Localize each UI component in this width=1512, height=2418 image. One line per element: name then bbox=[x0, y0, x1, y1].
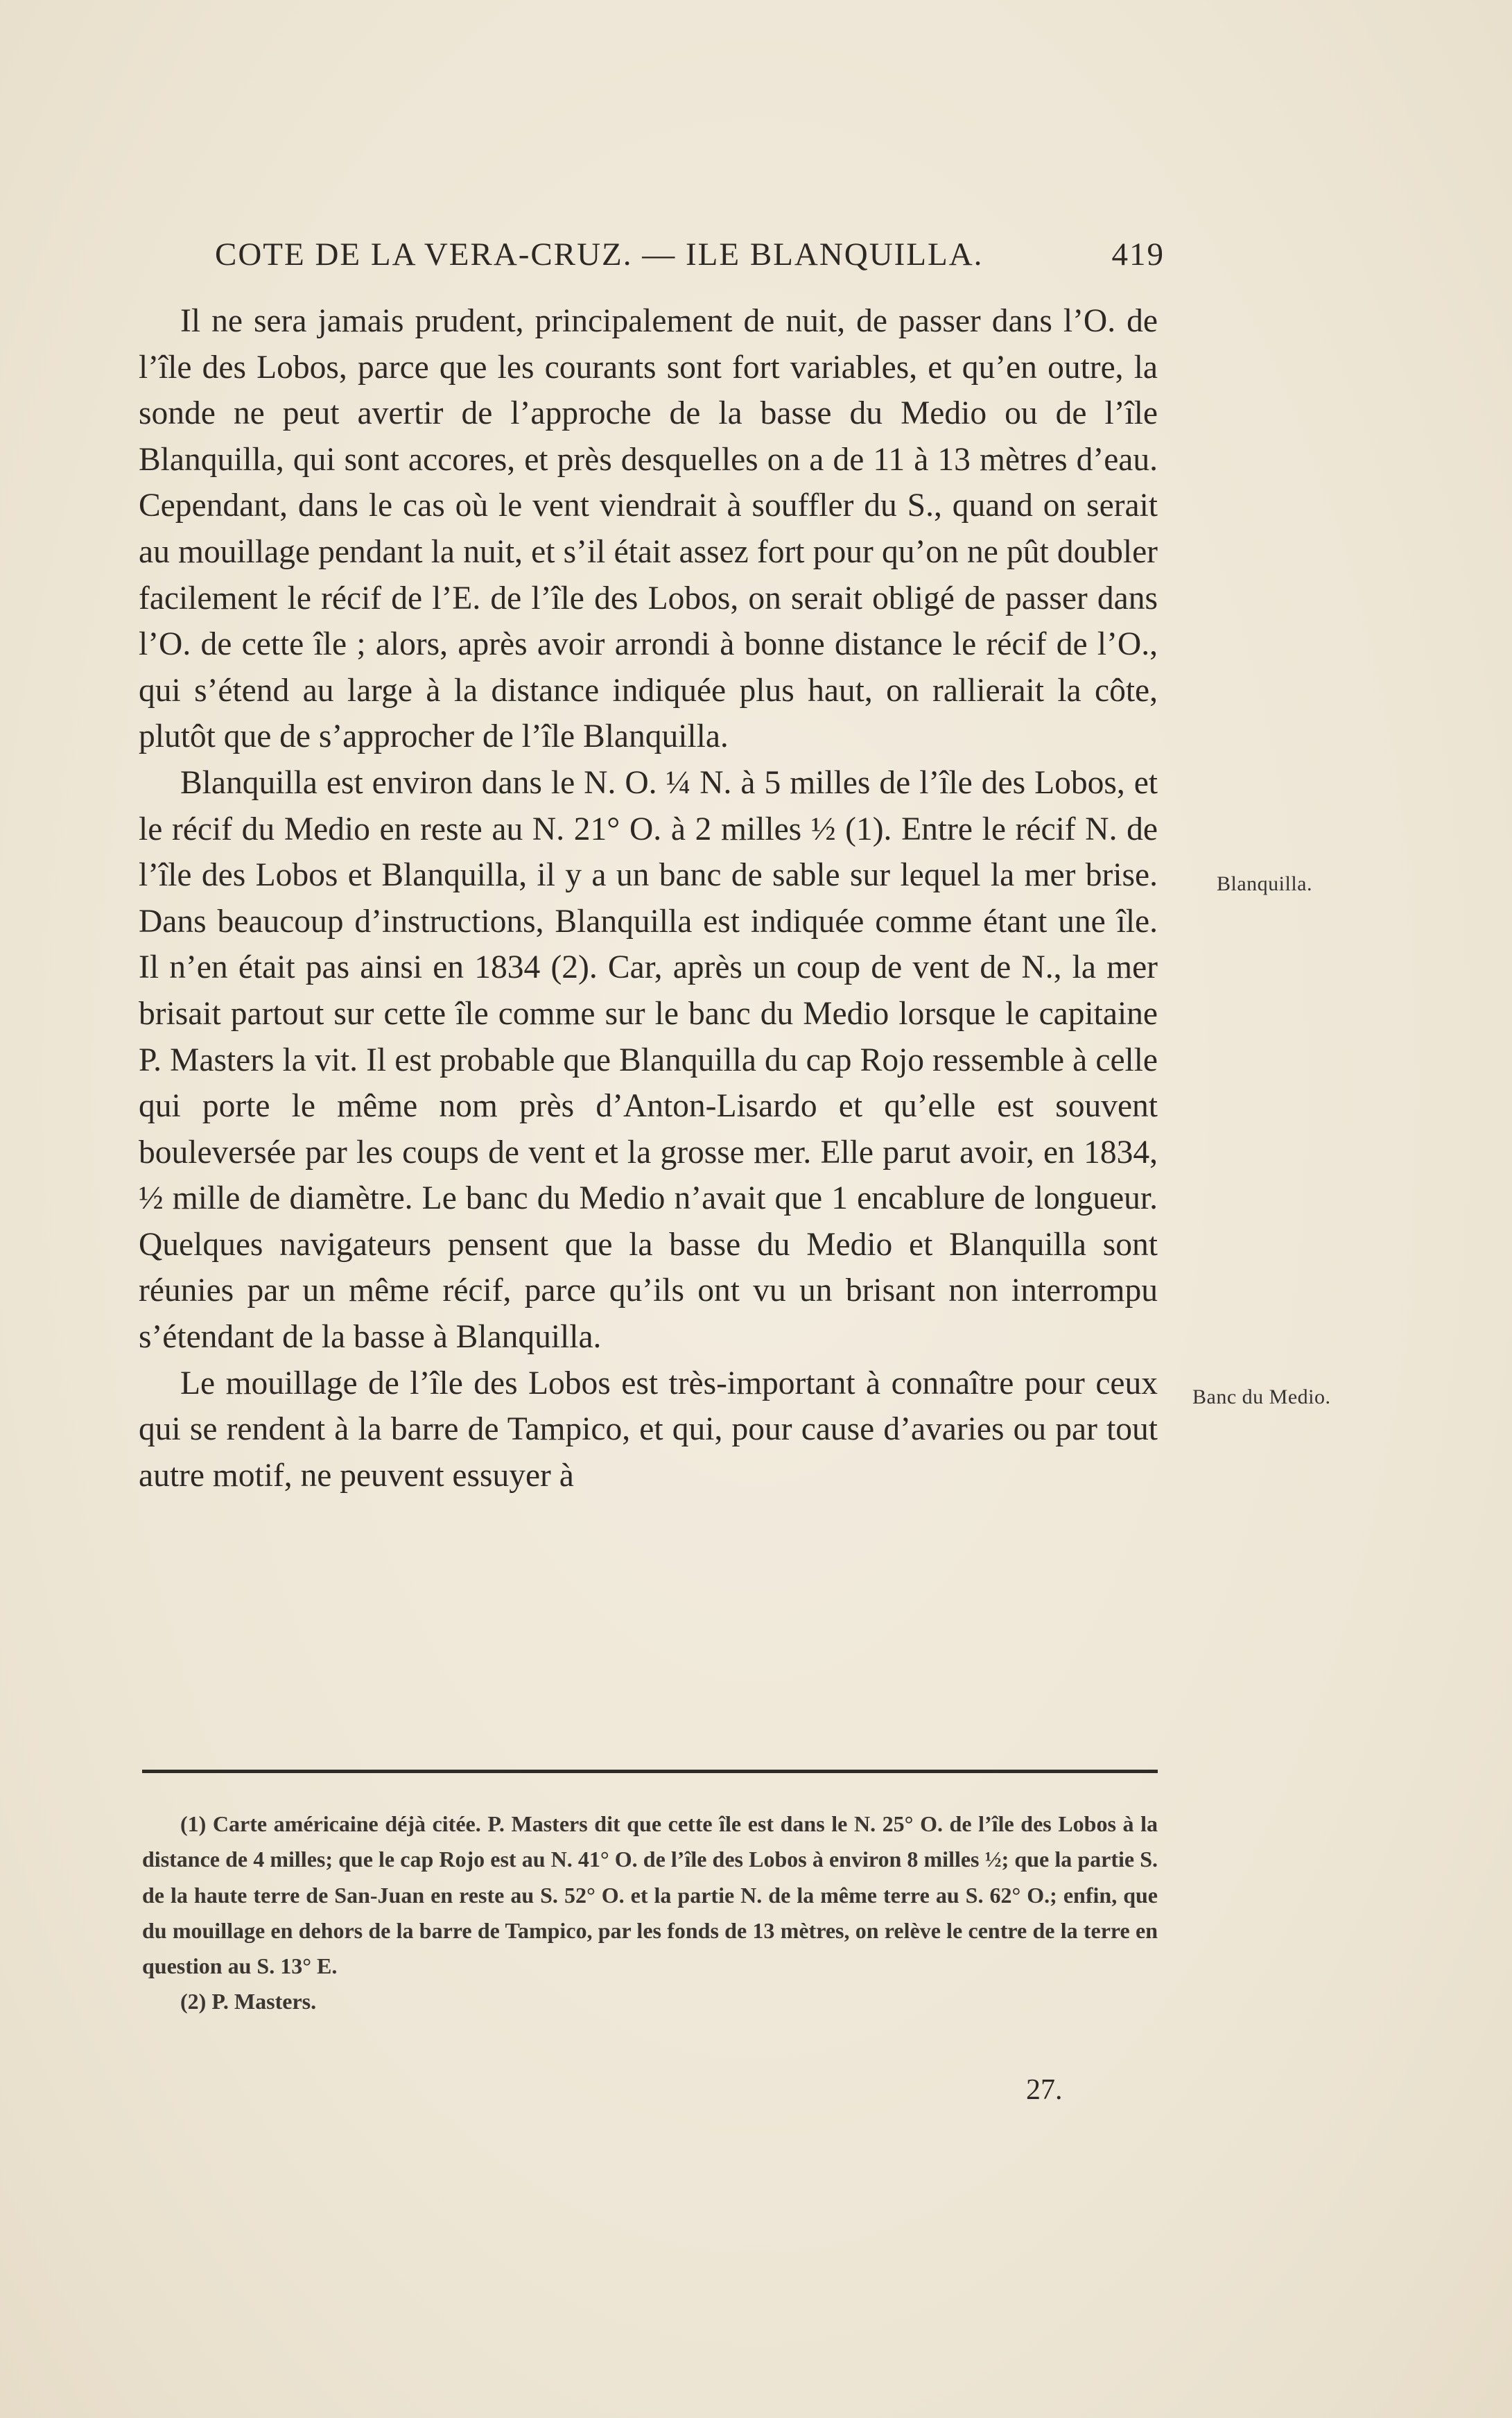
footnote-2: (2) P. Masters. bbox=[180, 1989, 317, 2014]
margin-note-banc-du-medio: Banc du Medio. bbox=[1192, 1385, 1331, 1408]
footnote-separator bbox=[142, 1770, 1158, 1773]
running-header bbox=[215, 236, 1165, 284]
paragraph-2: Blanquilla est environ dans le N. O. ¼ N. à 5 milles de l’île des Lobos, et le récif du Medio en reste au N. 21° O. à 2 milles ½ (1). Entre le récif N. de l’île des Lobos et Blanquilla, il y a un banc de sable sur lequel la mer brise. Dans beaucoup d’instructions, Blanquilla est indiquée comme étant une île. Il n’en était pas ainsi en 1834 (2). Car, après un coup de vent de N., la mer brisait partout sur cette île comme sur le banc du Medio lorsque le capitaine P. Masters la vit. Il est probable que Blanquilla du cap Rojo ressemble à celle qui porte le même nom près d’Anton-Lisardo et qu’elle est souvent bouleversée par les coups de vent et la grosse mer. Elle parut avoir, en 1834, ½ mille de diamètre. Le banc du Medio n’avait que 1 encablure de longueur. Quelques navigateurs pensent que la basse du Medio et Blanquilla sont réunies par un même récif, parce qu’ils ont vu un brisant non interrompu s’étendant de la basse à Blanquilla. bbox=[139, 764, 1158, 1356]
signature-mark: 27. bbox=[1026, 2074, 1063, 2106]
running-title: COTE DE LA VERA-CRUZ. — ILE BLANQUILLA. bbox=[215, 236, 984, 273]
paragraph-1: Il ne sera jamais prudent, principalement de nuit, de passer dans l’O. de l’île des Lobos, parce que les courants sont fort variables, et qu’en outre, la sonde ne peut avertir de l’approche de la basse du Medio ou de l’île Blanquilla, qui sont accores, et près desquelles on a de 11 à 13 mètres d’eau. Cependant, dans le cas où le vent viendrait à souffler du S., quand on serait au mouillage pendant la nuit, et s’il était assez fort pour qu’on ne pût doubler facilement le récif de l’E. de l’île des Lobos, on serait obligé de passer dans l’O. de cette île ; alors, après avoir arrondi à bonne distance le récif de l’O., qui s’étend au large à la distance indiquée plus haut, on rallierait la côte, plutôt que de s’approcher de l’île Blanquilla. bbox=[139, 303, 1158, 755]
footnote-1: (1) Carte américaine déjà citée. P. Masters dit que cette île est dans le N. 25° O. de l’île des Lobos à la distance de 4 milles; que le cap Rojo est au N. 41° O. de l’île des Lobos à environ 8 milles ½; que la partie S. de la haute terre de San-Juan en reste au S. 52° O. et la partie N. de la même terre au S. 62° O.; enfin, que du mouillage en dehors de la barre de Tampico, par les fonds de 13 mètres, on relève le centre de la terre en question au S. 13° E. bbox=[142, 1811, 1158, 1979]
main-text bbox=[139, 298, 1158, 1499]
footnotes bbox=[142, 1806, 1158, 2020]
page-number: 419 bbox=[1111, 236, 1165, 273]
margin-note-blanquilla: Blanquilla. bbox=[1217, 872, 1312, 895]
paragraph-3: Le mouillage de l’île des Lobos est très-important à connaître pour ceux qui se rendent à la barre de Tampico, et qui, pour cause d’avaries ou par tout autre motif, ne peuvent essuyer à bbox=[139, 1365, 1158, 1494]
